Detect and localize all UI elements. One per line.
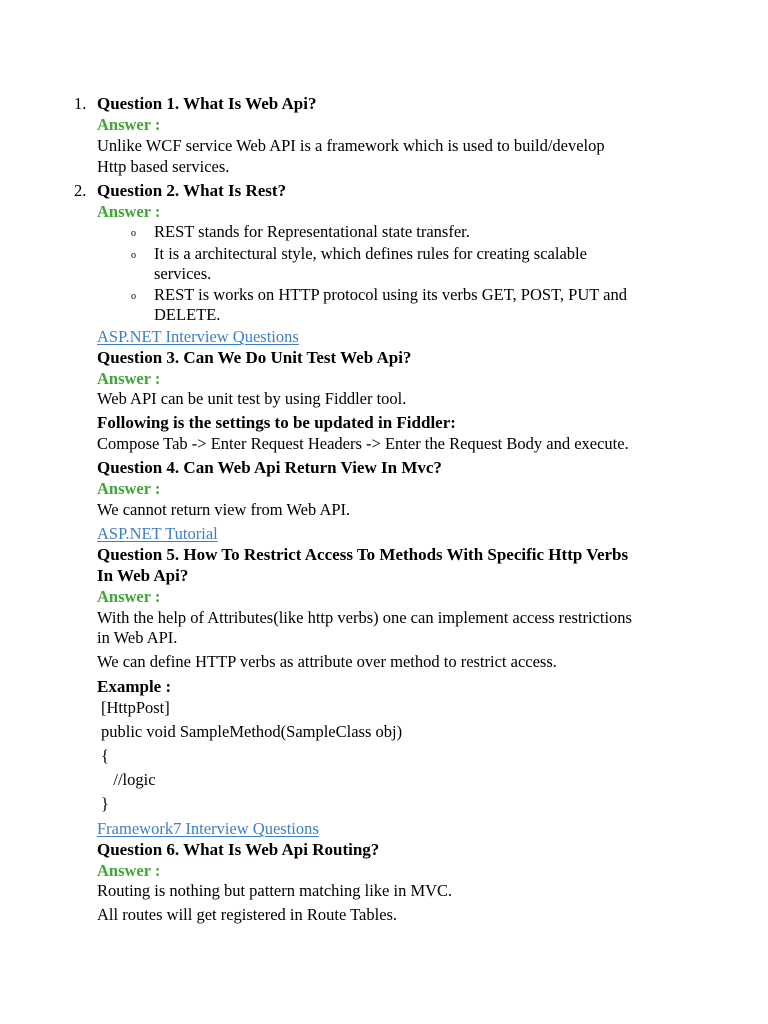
question-heading: Question 5. How To Restrict Access To Methods With Specific Http Verbs bbox=[97, 545, 629, 564]
bullet-marker: o bbox=[131, 250, 136, 261]
question-heading: Question 6. What Is Web Api Routing? bbox=[97, 840, 380, 859]
sub-heading: Following is the settings to be updated in Fiddler: bbox=[97, 413, 456, 432]
related-link[interactable]: ASP.NET Tutorial bbox=[97, 524, 218, 543]
code-line: } bbox=[101, 794, 109, 813]
question-heading: Question 1. What Is Web Api? bbox=[97, 94, 317, 113]
bullet-text: DELETE. bbox=[154, 305, 221, 324]
bullet-text: It is a architectural style, which defines rules for creating scalable bbox=[154, 244, 587, 263]
answer-text: Routing is nothing but pattern matching like in MVC. bbox=[97, 881, 453, 900]
bullet-text: REST stands for Representational state transfer. bbox=[154, 222, 470, 241]
related-link[interactable]: Framework7 Interview Questions bbox=[97, 819, 319, 838]
answer-text: in Web API. bbox=[97, 628, 178, 647]
answer-text: We cannot return view from Web API. bbox=[97, 500, 351, 519]
bullet-text: services. bbox=[154, 264, 212, 283]
answer-text: Web API can be unit test by using Fiddler tool. bbox=[97, 389, 407, 408]
code-line: { bbox=[101, 746, 109, 765]
answer-text: We can define HTTP verbs as attribute over method to restrict access. bbox=[97, 652, 557, 671]
answer-text: With the help of Attributes(like http verbs) one can implement access restrictions bbox=[97, 608, 632, 627]
list-number: 2. bbox=[74, 181, 87, 200]
question-heading: Question 3. Can We Do Unit Test Web Api? bbox=[97, 348, 412, 367]
bullet-marker: o bbox=[131, 291, 136, 302]
answer-label: Answer : bbox=[97, 202, 161, 221]
question-heading: In Web Api? bbox=[97, 566, 189, 585]
list-number: 1. bbox=[74, 94, 87, 113]
code-line: [HttpPost] bbox=[101, 698, 170, 717]
answer-label: Answer : bbox=[97, 369, 161, 388]
question-heading: Question 2. What Is Rest? bbox=[97, 181, 287, 200]
answer-label: Answer : bbox=[97, 587, 161, 606]
answer-label: Answer : bbox=[97, 861, 161, 880]
question-heading: Question 4. Can Web Api Return View In Mvc? bbox=[97, 458, 442, 477]
answer-text: Compose Tab -> Enter Request Headers -> Enter the Request Body and execute. bbox=[97, 434, 629, 453]
bullet-text: REST is works on HTTP protocol using its verbs GET, POST, PUT and bbox=[154, 285, 628, 304]
answer-text: Unlike WCF service Web API is a framework which is used to build/develop bbox=[97, 136, 605, 155]
related-link[interactable]: ASP.NET Interview Questions bbox=[97, 327, 299, 346]
answer-text: Http based services. bbox=[97, 157, 230, 176]
bullet-marker: o bbox=[131, 228, 136, 239]
answer-text: All routes will get registered in Route Tables. bbox=[97, 905, 398, 924]
sub-heading: Example : bbox=[97, 677, 172, 696]
answer-label: Answer : bbox=[97, 115, 161, 134]
code-line: public void SampleMethod(SampleClass obj) bbox=[101, 722, 403, 741]
code-line: //logic bbox=[101, 770, 156, 789]
answer-label: Answer : bbox=[97, 479, 161, 498]
